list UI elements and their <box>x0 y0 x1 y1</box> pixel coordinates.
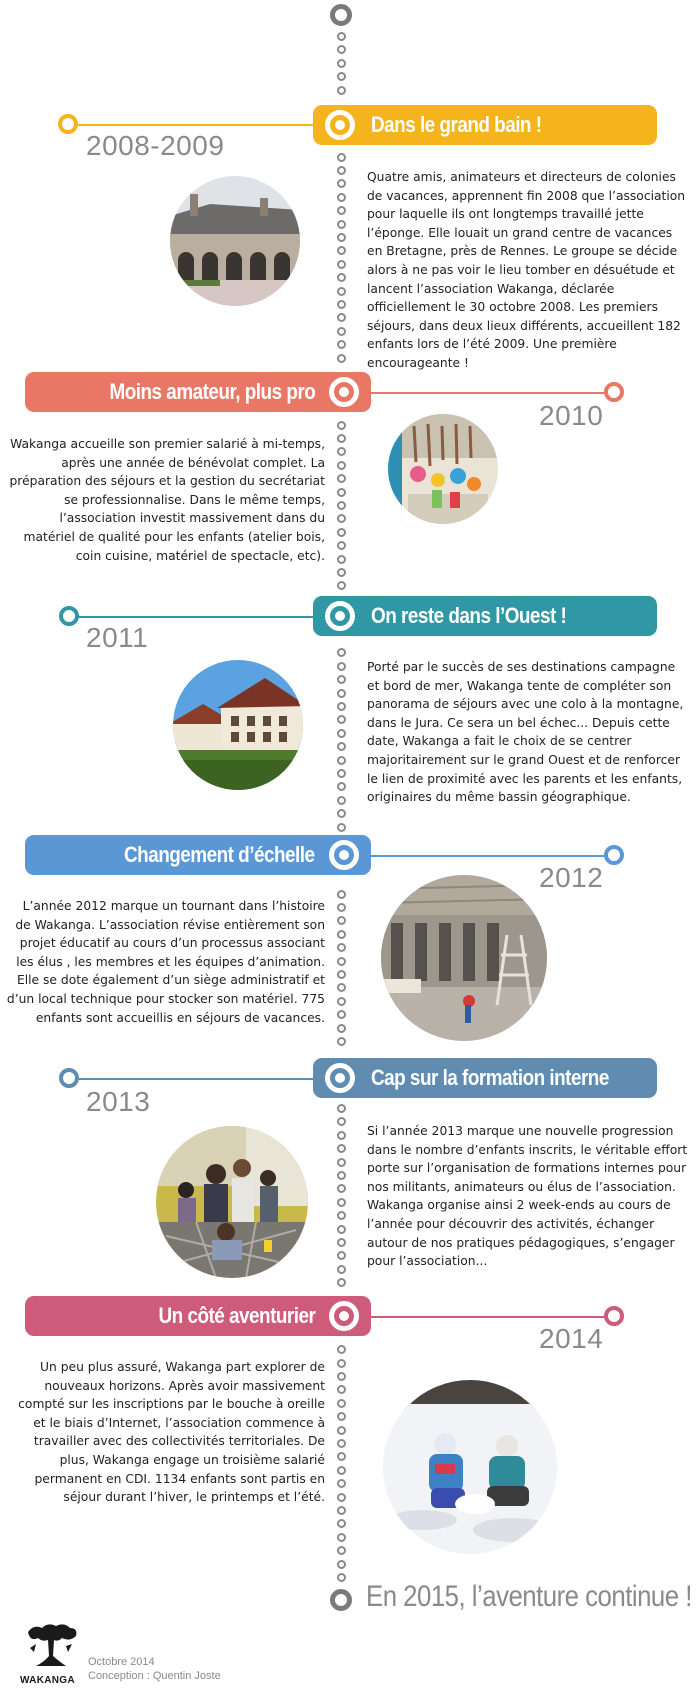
section-title: Moins amateur, plus pro <box>109 379 315 404</box>
timeline-spine-dot <box>337 930 346 939</box>
timeline-spine-dot <box>337 1399 346 1408</box>
timeline-spine-dot <box>337 206 346 215</box>
timeline-spine-dot <box>337 1171 346 1180</box>
timeline-spine-dot <box>337 153 346 162</box>
timeline-spine-dot <box>337 1010 346 1019</box>
timeline-ring-icon <box>329 840 359 870</box>
timeline-spine-dot <box>337 1439 346 1448</box>
timeline-spine-dot <box>337 581 346 590</box>
section-text: Quatre amis, animateurs et directeurs de colonies de vacances, apprennent fin 2008 que l’association pour laquelle ils ont longtemps travaillé jette l’éponge. Elle louait un grand centre de vacances en Bretagne, près de Rennes. Le groupe se décide alors à ne pas voir le lieu tomber en désuétude et lancent l’association Wakanga, déclarée officiellement le 30 octobre 2008. Les premiers séjours, dans deux lieux différents, accueillent 182 enfants lors de l’été 2009. Une première encourageante ! <box>367 170 686 370</box>
section-text: L’année 2012 marque un tournant dans l’histoire de Wakanga. L’association révise entièrement son projet éducatif au cours d’un processus associant les élus , les membres et les équipes d’animation. Elle se dote également d’un siège administratif et d’un local technique pour stocker son matériel. 775 enfants sont accueillis en séjours de vacances. <box>6 899 325 1025</box>
section-title: Cap sur la formation interne <box>371 1065 609 1090</box>
footer-credit: Conception : Quentin Joste <box>88 1670 221 1682</box>
timeline-spine-dot <box>337 1037 346 1046</box>
timeline-spine-dot <box>337 1359 346 1368</box>
section-text: Porté par le succès de ses destinations campagne et bord de mer, Wakanga tente de compléter son panorama de séjours avec une colo à la montagne, dans le Jura. Ce sera un bel échec... Depuis cette date, Wakanga a fait le choix de se centrer majoritairement sur le grand Ouest et de renforcer le lien de proximité avec les parents et les enfants, originaires du même bassin géographique. <box>367 660 684 805</box>
timeline-spine-dot <box>337 1211 346 1220</box>
timeline-spine-dot <box>337 434 346 443</box>
timeline-spine-dot <box>337 287 346 296</box>
section-year: 2008-2009 <box>86 130 225 161</box>
timeline-spine-dot <box>337 327 346 336</box>
timeline-spine-dot <box>337 997 346 1006</box>
section-year: 2011 <box>86 622 149 653</box>
timeline-spine-dot <box>337 461 346 470</box>
timeline-spine-dot <box>337 1225 346 1234</box>
timeline-spine-dot <box>337 233 346 242</box>
timeline-spine-dot <box>337 809 346 818</box>
timeline-spine-dot <box>337 340 346 349</box>
section-banner-2010 <box>25 372 371 412</box>
timeline-spine-dot <box>337 715 346 724</box>
timeline-spine-dot <box>337 1385 346 1394</box>
timeline-spine-dot <box>337 742 346 751</box>
section-year: 2010 <box>539 400 604 431</box>
photo-craft-workshop <box>388 414 498 524</box>
timeline-spine-dot <box>337 983 346 992</box>
timeline-spine-dot <box>337 1546 346 1555</box>
timeline-spine-dot <box>337 1104 346 1113</box>
timeline-spine-dot <box>337 86 346 95</box>
section-year: 2014 <box>539 1323 604 1354</box>
timeline-spine-dot <box>337 166 346 175</box>
timeline-spine-dot <box>337 1426 346 1435</box>
year-marker-ring-icon <box>58 114 78 134</box>
timeline-spine-dot <box>337 32 346 41</box>
timeline-spine-dot <box>337 957 346 966</box>
timeline-spine-dot <box>337 1144 346 1153</box>
timeline-spine-dot <box>337 782 346 791</box>
year-marker-ring-icon <box>604 845 624 865</box>
timeline-spine-dot <box>337 1131 346 1140</box>
connector-line <box>340 855 612 857</box>
timeline-spine-dot <box>337 1117 346 1126</box>
photo-kids-in-snow <box>383 1380 557 1554</box>
timeline-spine-dot <box>337 354 346 363</box>
timeline-spine-dot <box>337 769 346 778</box>
timeline-spine-dot <box>337 1412 346 1421</box>
timeline-spine-dot <box>337 528 346 537</box>
section-title: On reste dans l’Ouest ! <box>371 603 567 628</box>
timeline-ring-icon <box>329 1301 359 1331</box>
section-banner-2013 <box>313 1058 657 1098</box>
timeline-spine-dot <box>337 541 346 550</box>
timeline-spine-dot <box>337 1184 346 1193</box>
section-banner-2012 <box>25 835 371 875</box>
timeline-spine-dot <box>337 796 346 805</box>
timeline-spine-dot <box>337 447 346 456</box>
timeline-spine-dot <box>337 662 346 671</box>
timeline-spine-dot <box>337 675 346 684</box>
timeline-spine-dot <box>337 59 346 68</box>
timeline-spine-dot <box>337 1251 346 1260</box>
photo-training-weekend <box>156 1126 308 1278</box>
timeline-spine-dot <box>337 568 346 577</box>
timeline-ring-icon <box>325 601 355 631</box>
timeline-spine-dot <box>337 943 346 952</box>
timeline-spine-dot <box>337 903 346 912</box>
photo-manor-courtyard <box>170 176 300 306</box>
timeline-spine-dot <box>337 1265 346 1274</box>
timeline-spine-dot <box>337 514 346 523</box>
logo-wordmark: WAKANGA <box>20 1675 75 1686</box>
wakanga-tree-logo <box>20 1622 82 1686</box>
timeline-spine-dot <box>337 501 346 510</box>
timeline-start-ring-icon <box>330 4 352 26</box>
timeline-spine-dot <box>337 756 346 765</box>
section-title: Changement d’échelle <box>124 842 315 867</box>
section-text: Un peu plus assuré, Wakanga part explorer de nouveaux horizons. Après avoir massivement compté sur les inscriptions par le bouche à oreille et le biais d’Internet, l’association commence à travailler avec des collectivités territoriales. De plus, Wakanga engage un troisième salarié permanent en CDI. 1134 enfants sont partis en séjour durant l’hiver, le printemps et l’été. <box>18 1360 325 1505</box>
year-marker-ring-icon <box>59 606 79 626</box>
timeline-spine-dot <box>337 1345 346 1354</box>
timeline-spine-dot <box>337 702 346 711</box>
timeline-spine-dot <box>337 1493 346 1502</box>
timeline-spine-dot <box>337 45 346 54</box>
timeline-spine-dot <box>337 1158 346 1167</box>
photo-building-works <box>381 875 547 1041</box>
timeline-ring-icon <box>325 110 355 140</box>
section-text: Si l’année 2013 marque une nouvelle progression dans le nombre d’enfants inscrits, le véritable effort porte sur l’organisation de formations internes pour nos militants, animateurs ou élus de l’association. Wakanga organise ainsi 2 week-ends au cours de l’année pour découvrir des activités, échanger autour de nos pratiques pédagogiques, s’engager pour l’association... <box>367 1124 688 1269</box>
year-marker-ring-icon <box>604 382 624 402</box>
timeline-end-ring-icon <box>330 1589 352 1611</box>
section-text: Wakanga accueille son premier salarié à mi-temps, après une année de bénévolat complet. La préparation des séjours et la gestion du secrétariat se professionnalise. Dans le même temps, l’association investit massivement dans du matériel de qualité pour les enfants (atelier bois, coin cuisine, matériel de spectacle, etc). <box>9 437 325 563</box>
connector-line <box>70 124 320 126</box>
section-banner-2014 <box>25 1296 371 1336</box>
timeline-spine-dot <box>337 1238 346 1247</box>
timeline-spine-dot <box>337 970 346 979</box>
footer-date: Octobre 2014 <box>88 1656 155 1668</box>
closing-statement: En 2015, l’aventure continue ! <box>366 1580 692 1613</box>
section-title: Un côté aventurier <box>158 1303 315 1328</box>
timeline-spine-dot <box>337 1452 346 1461</box>
timeline-spine-dot <box>337 1198 346 1207</box>
timeline-spine-dot <box>337 729 346 738</box>
timeline-spine-dot <box>337 1533 346 1542</box>
timeline-ring-icon <box>325 1063 355 1093</box>
section-banner-2008 <box>313 105 657 145</box>
section-year: 2013 <box>86 1086 151 1117</box>
tree-logo-icon <box>20 1622 82 1670</box>
timeline-spine-dot <box>337 488 346 497</box>
connector-line <box>70 616 320 618</box>
timeline-spine-dot <box>337 1479 346 1488</box>
timeline-spine-dot <box>337 890 346 899</box>
timeline-spine-dot <box>337 313 346 322</box>
timeline-spine-dot <box>337 72 346 81</box>
timeline-spine-dot <box>337 260 346 269</box>
timeline-spine-dot <box>337 179 346 188</box>
timeline-spine-dot <box>337 193 346 202</box>
connector-line <box>340 392 612 394</box>
timeline-spine-dot <box>337 474 346 483</box>
timeline-spine-dot <box>337 1024 346 1033</box>
photo-mountain-chalet <box>173 660 303 790</box>
section-banner-2011 <box>313 596 657 636</box>
timeline-spine-dot <box>337 246 346 255</box>
timeline-spine-dot <box>337 1466 346 1475</box>
timeline-spine-dot <box>337 648 346 657</box>
timeline-spine-dot <box>337 1278 346 1287</box>
timeline-ring-icon <box>329 377 359 407</box>
timeline-spine-dot <box>337 1573 346 1582</box>
timeline-spine-dot <box>337 300 346 309</box>
timeline-spine-dot <box>337 273 346 282</box>
connector-line <box>70 1078 320 1080</box>
timeline-spine-dot <box>337 1372 346 1381</box>
timeline-spine-dot <box>337 220 346 229</box>
timeline-spine-dot <box>337 916 346 925</box>
section-title: Dans le grand bain ! <box>371 112 542 137</box>
timeline-spine-dot <box>337 689 346 698</box>
timeline-spine-dot <box>337 1519 346 1528</box>
timeline-spine-dot <box>337 555 346 564</box>
timeline-spine-dot <box>337 1506 346 1515</box>
section-year: 2012 <box>539 862 604 893</box>
year-marker-ring-icon <box>59 1068 79 1088</box>
connector-line <box>340 1316 612 1318</box>
timeline-spine-dot <box>337 421 346 430</box>
timeline-spine-dot <box>337 823 346 832</box>
year-marker-ring-icon <box>604 1306 624 1326</box>
timeline-spine-dot <box>337 1560 346 1569</box>
